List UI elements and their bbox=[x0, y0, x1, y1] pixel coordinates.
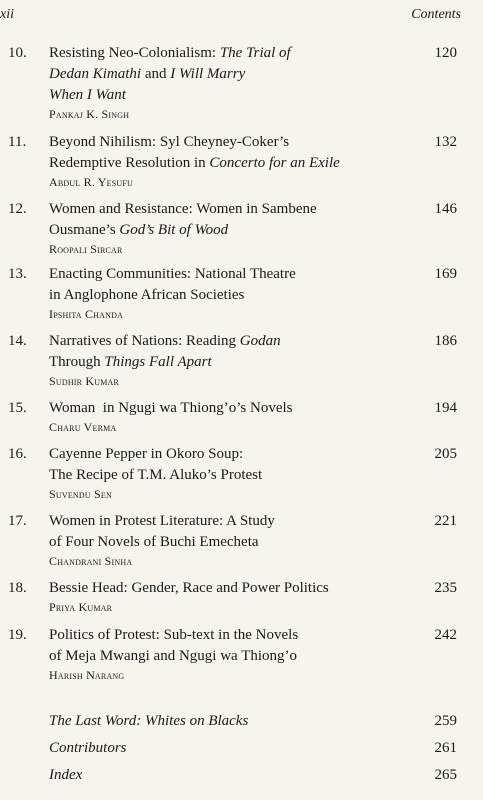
entry-number: 12. bbox=[8, 201, 27, 217]
entry-title-line: Dedan Kimathi and I Will Marry bbox=[49, 66, 246, 82]
entry-page-number: 186 bbox=[434, 333, 457, 349]
entry-author: Chandrani Sinha bbox=[49, 554, 133, 568]
entry-body bbox=[49, 625, 399, 684]
entry-page-number: 132 bbox=[434, 134, 457, 150]
entry-page-number: 120 bbox=[434, 45, 457, 61]
entry-title-line: Cayenne Pepper in Okoro Soup: bbox=[49, 446, 244, 462]
entry-title-line: Beyond Nihilism: Syl Cheyney-Coker’s bbox=[49, 134, 290, 150]
back-matter-label: The Last Word: Whites on Blacks bbox=[49, 713, 249, 729]
back-matter-page: 259 bbox=[434, 713, 457, 729]
entry-body bbox=[49, 331, 399, 390]
entry-author: Suvendu Sen bbox=[49, 487, 112, 501]
back-matter-label: Contributors bbox=[49, 740, 127, 756]
entry-page-number: 169 bbox=[434, 266, 457, 282]
entry-body bbox=[49, 578, 399, 616]
entry-number: 14. bbox=[8, 333, 27, 349]
entry-page-number: 205 bbox=[434, 446, 457, 462]
entry-page-number: 194 bbox=[434, 400, 457, 416]
entry-body bbox=[49, 264, 399, 323]
entry-page-number: 146 bbox=[434, 201, 457, 217]
entry-title-line: Narratives of Nations: Reading Godan bbox=[49, 333, 281, 349]
entry-title-line: of Meja Mwangi and Ngugi wa Thiong’o bbox=[49, 648, 298, 664]
running-head: Contents bbox=[411, 7, 461, 22]
entry-title-line: When I Want bbox=[49, 87, 126, 103]
entry-number: 15. bbox=[8, 400, 27, 416]
entry-body bbox=[49, 199, 399, 258]
entry-title-line: Redemptive Resolution in Concerto for an Exile bbox=[49, 155, 340, 171]
back-matter-page: 265 bbox=[434, 767, 457, 783]
entry-title-line: of Four Novels of Buchi Emecheta bbox=[49, 534, 259, 550]
entry-title-line: Enacting Communities: National Theatre bbox=[49, 266, 296, 282]
page-number: xii bbox=[0, 7, 14, 22]
entry-author: Priya Kumar bbox=[49, 600, 113, 614]
entry-author: Sudhir Kumar bbox=[49, 374, 120, 388]
entry-title-line: Women in Protest Literature: A Study bbox=[49, 513, 275, 529]
back-matter-page: 261 bbox=[434, 740, 457, 756]
entry-title-line: Ousmane’s God’s Bit of Wood bbox=[49, 222, 229, 238]
entry-title-line: Resisting Neo-Colonialism: The Trial of bbox=[49, 45, 291, 61]
entry-author: Ipshita Chanda bbox=[49, 307, 124, 321]
entry-body bbox=[49, 511, 399, 570]
entry-number: 10. bbox=[8, 45, 27, 61]
entry-title-line: The Recipe of T.M. Aluko’s Protest bbox=[49, 467, 263, 483]
entry-page-number: 235 bbox=[434, 580, 457, 596]
entry-author: Abdul R. Yesufu bbox=[49, 175, 134, 189]
entry-author: Roopali Sircar bbox=[49, 242, 123, 256]
entry-body bbox=[49, 398, 399, 436]
entry-body bbox=[49, 132, 399, 191]
entry-title-line: in Anglophone African Societies bbox=[49, 287, 245, 303]
entry-body bbox=[49, 43, 399, 123]
entry-number: 18. bbox=[8, 580, 27, 596]
entry-title-line: Bessie Head: Gender, Race and Power Politics bbox=[49, 580, 329, 596]
back-matter-label: Index bbox=[49, 767, 83, 783]
entry-author: Pankaj K. Singh bbox=[49, 107, 130, 121]
entry-number: 17. bbox=[8, 513, 27, 529]
entry-title-line: Through Things Fall Apart bbox=[49, 354, 212, 370]
entry-title-line: Woman in Ngugi wa Thiong’o’s Novels bbox=[49, 400, 293, 416]
entry-page-number: 221 bbox=[434, 513, 457, 529]
entry-author: Charu Verma bbox=[49, 420, 117, 434]
entry-number: 16. bbox=[8, 446, 27, 462]
entry-number: 13. bbox=[8, 266, 27, 282]
entry-number: 11. bbox=[8, 134, 27, 150]
entry-page-number: 242 bbox=[434, 627, 457, 643]
entry-author: Harish Narang bbox=[49, 668, 125, 682]
entry-title-line: Women and Resistance: Women in Sambene bbox=[49, 201, 317, 217]
entry-body bbox=[49, 444, 399, 503]
entry-title-line: Politics of Protest: Sub-text in the Novels bbox=[49, 627, 299, 643]
entry-number: 19. bbox=[8, 627, 27, 643]
